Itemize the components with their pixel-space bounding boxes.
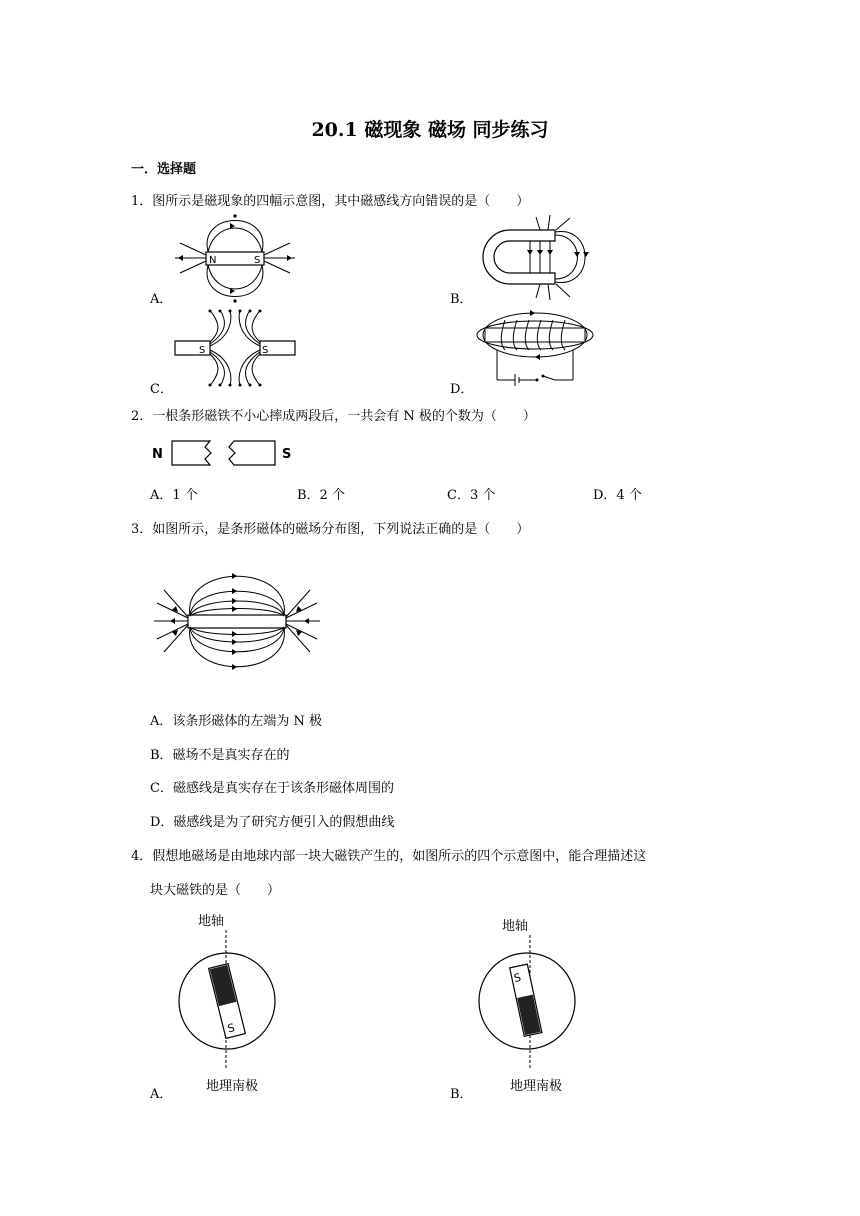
q3-option-b: B．磁场不是真实存在的 — [150, 748, 290, 763]
q4-label-a: A． — [150, 1087, 173, 1102]
q4-diagram-b — [470, 910, 590, 1095]
q1-diagram-d — [475, 310, 595, 385]
q1-a-n-letter: N — [209, 255, 217, 266]
q1-a-s-letter: S — [254, 255, 261, 266]
q1-c-s2-letter: S — [262, 345, 269, 356]
q3-field-diagram — [152, 558, 322, 688]
q2-option-a: A．1 个 — [150, 488, 198, 503]
section-heading: 一．选择题 — [131, 162, 197, 177]
q2-s-label: S — [282, 447, 292, 462]
q1-label-a: A． — [150, 292, 173, 307]
q4-diagram-a — [170, 910, 290, 1095]
question-3-stem: 3．如图所示，是条形磁体的磁场分布图，下列说法正确的是（ ） — [131, 522, 530, 537]
q3-option-c: C．磁感线是真实存在于该条形磁体周围的 — [150, 781, 394, 796]
q4-b-south-label: 地理南极 — [510, 1079, 563, 1094]
q2-option-b: B．2 个 — [297, 488, 345, 503]
q2-n-label: N — [152, 447, 163, 462]
q4-a-magnet-letter: S — [226, 1021, 237, 1036]
q1-label-b: B． — [450, 292, 473, 307]
q2-broken-magnet — [150, 438, 300, 468]
question-1-stem: 1．图所示是磁现象的四幅示意图，其中磁感线方向错误的是（ ） — [131, 194, 530, 209]
q1-diagram-c — [170, 308, 300, 388]
q3-option-d: D．磁感线是为了研究方便引入的假想曲线 — [150, 815, 395, 830]
q4-b-axis-label: 地轴 — [502, 919, 529, 934]
q4-a-south-label: 地理南极 — [206, 1079, 259, 1094]
q4-label-b: B． — [450, 1087, 473, 1102]
question-4-stem-line2: 块大磁铁的是（ ） — [150, 883, 281, 898]
q2-option-c: C．3 个 — [447, 488, 496, 503]
q1-label-c: C． — [150, 382, 173, 397]
q3-option-a: A．该条形磁体的左端为 N 极 — [150, 714, 323, 729]
question-4-stem-line1: 4．假想地磁场是由地球内部一块大磁铁产生的，如图所示的四个示意图中，能合理描述这 — [131, 849, 647, 864]
q1-diagram-a — [170, 215, 300, 300]
q1-diagram-b — [470, 215, 605, 300]
q1-c-s1-letter: S — [199, 345, 206, 356]
question-2-stem: 2．一根条形磁铁不小心摔成两段后，一共会有 N 极的个数为（ ） — [131, 409, 536, 424]
page-title: 20.1 磁现象 磁场 同步练习 — [311, 119, 549, 141]
q4-b-magnet-letter: S — [512, 970, 523, 986]
q4-a-axis-label: 地轴 — [198, 914, 225, 929]
q2-option-d: D．4 个 — [593, 488, 642, 503]
q1-label-d: D． — [450, 382, 474, 397]
